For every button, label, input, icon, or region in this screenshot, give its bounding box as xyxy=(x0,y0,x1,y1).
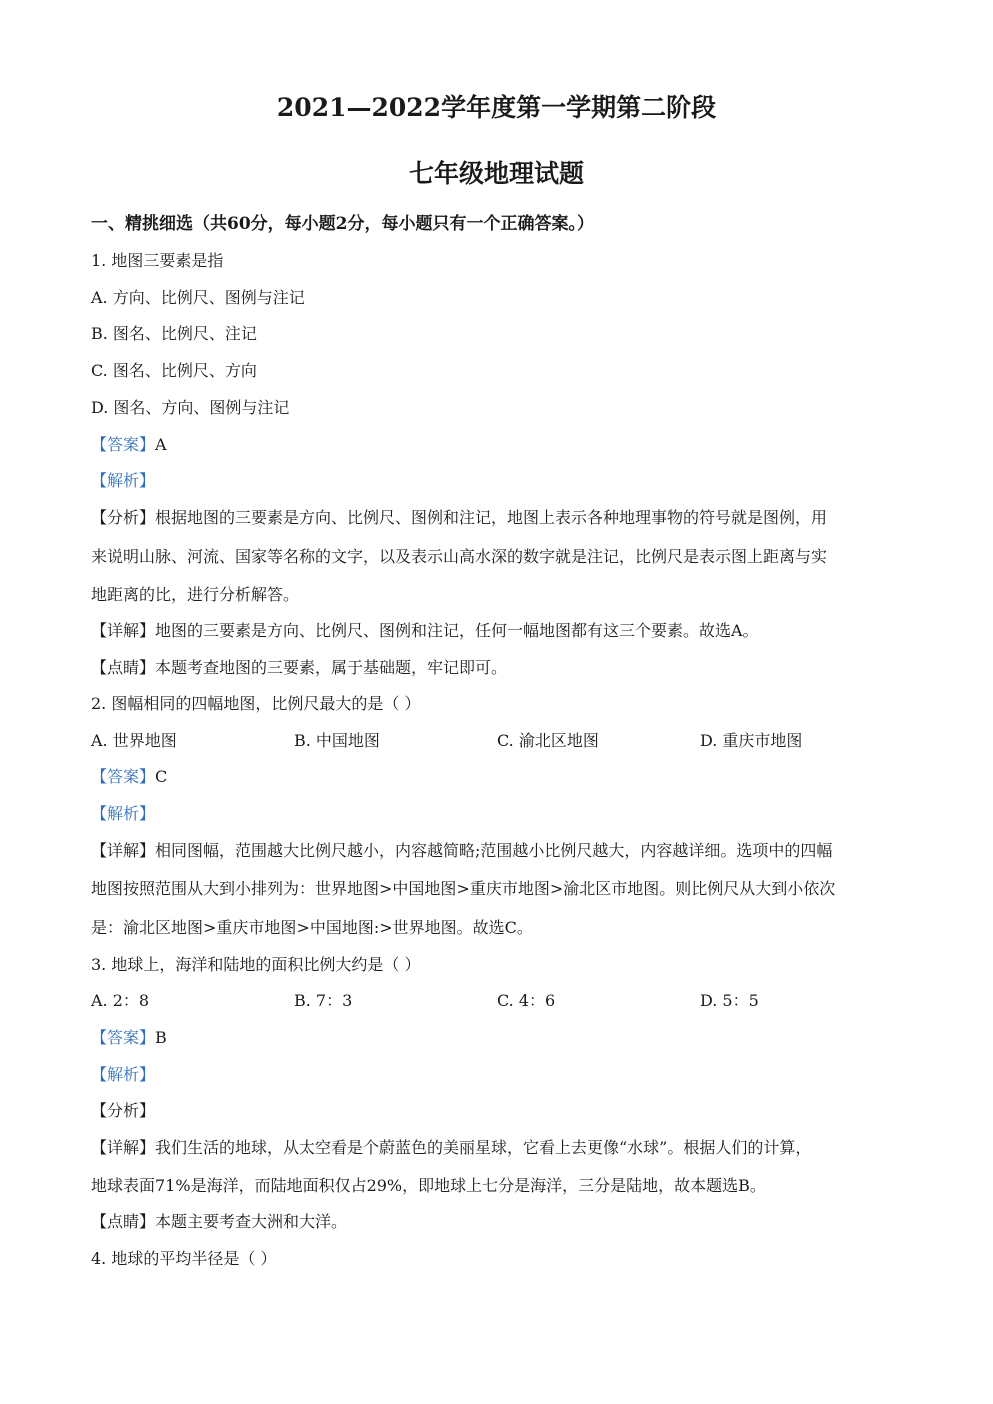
q3-analysis-tag: 【解析】 xyxy=(91,1065,156,1084)
q3-xiangjie-line: 地球表面71%是海洋，而陆地面积仅占29%，即地球上七分是海洋，三分是陆地，故本题选B。 xyxy=(91,1176,766,1195)
q2-xiangjie-line: 地图按照范围从大到小排列为：世界地图>中国地图>重庆市地图>渝北区市地图。则比例尺从大到小依次 xyxy=(91,879,836,898)
q1-analysis-tag: 【解析】 xyxy=(91,471,156,490)
q1-option-b: B. 图名、比例尺、注记 xyxy=(91,324,257,343)
q1-fenxi-line: 【分析】根据地图的三要素是方向、比例尺、图例和注记，地图上表示各种地理事物的符号就是图例，用 xyxy=(91,508,828,527)
q1-stem: 1. 地图三要素是指 xyxy=(91,251,224,270)
q3-option-c: C. 4：6 xyxy=(497,991,556,1010)
q2-answer xyxy=(91,766,167,788)
answer-value: B xyxy=(155,1028,167,1047)
answer-value: C xyxy=(155,767,168,786)
q1-fenxi-line: 来说明山脉、河流、国家等名称的文字，以及表示山高水深的数字就是注记，比例尺是表示图上距离与实 xyxy=(91,547,828,566)
q3-xiangjie-line: 【详解】我们生活的地球，从太空看是个蔚蓝色的美丽星球，它看上去更像“水球”。根据人们的计算， xyxy=(91,1138,812,1157)
q2-option-b: B. 中国地图 xyxy=(294,731,380,750)
q1-option-a: A. 方向、比例尺、图例与注记 xyxy=(91,288,305,307)
q3-option-a: A. 2：8 xyxy=(91,991,150,1010)
q1-option-c: C. 图名、比例尺、方向 xyxy=(91,361,257,380)
q1-xiangjie: 【详解】地图的三要素是方向、比例尺、图例和注记，任何一幅地图都有这三个要素。故选A。 xyxy=(91,621,759,640)
q2-option-c: C. 渝北区地图 xyxy=(497,731,599,750)
q2-option-a: A. 世界地图 xyxy=(91,731,177,750)
exam-subtitle: 七年级地理试题 xyxy=(408,159,584,188)
answer-tag: 【答案】 xyxy=(91,1028,156,1047)
answer-tag: 【答案】 xyxy=(91,767,156,786)
q3-answer xyxy=(91,1027,167,1049)
q1-answer xyxy=(91,434,167,456)
q1-dianjing: 【点睛】本题考查地图的三要素，属于基础题，牢记即可。 xyxy=(91,658,508,677)
q2-xiangjie-line: 【详解】相同图幅，范围越大比例尺越小，内容越简略;范围越小比例尺越大，内容越详细。选项中的四幅 xyxy=(91,841,833,860)
q1-fenxi-line: 地距离的比，进行分析解答。 xyxy=(91,585,300,604)
q2-xiangjie-line: 是：渝北区地图>重庆市地图>中国地图:>世界地图。故选C。 xyxy=(91,918,533,937)
q2-option-d: D. 重庆市地图 xyxy=(700,731,803,750)
q2-stem: 2. 图幅相同的四幅地图，比例尺最大的是（ ） xyxy=(91,694,421,713)
section-heading: 一、精挑细选（共60分，每小题2分，每小题只有一个正确答案。） xyxy=(91,214,594,234)
q3-option-d: D. 5：5 xyxy=(700,991,759,1010)
q4-stem: 4. 地球的平均半径是（ ） xyxy=(91,1249,277,1268)
q1-option-d: D. 图名、方向、图例与注记 xyxy=(91,398,290,417)
q3-stem: 3. 地球上，海洋和陆地的面积比例大约是（ ） xyxy=(91,955,421,974)
answer-tag: 【答案】 xyxy=(91,435,156,454)
q3-fenxi: 【分析】 xyxy=(91,1101,156,1120)
exam-title: 2021—2022学年度第一学期第二阶段 xyxy=(276,93,717,122)
q3-option-b: B. 7：3 xyxy=(294,991,353,1010)
q3-dianjing: 【点睛】本题主要考查大洲和大洋。 xyxy=(91,1212,348,1231)
answer-value: A xyxy=(155,435,167,454)
q2-analysis-tag: 【解析】 xyxy=(91,804,156,823)
